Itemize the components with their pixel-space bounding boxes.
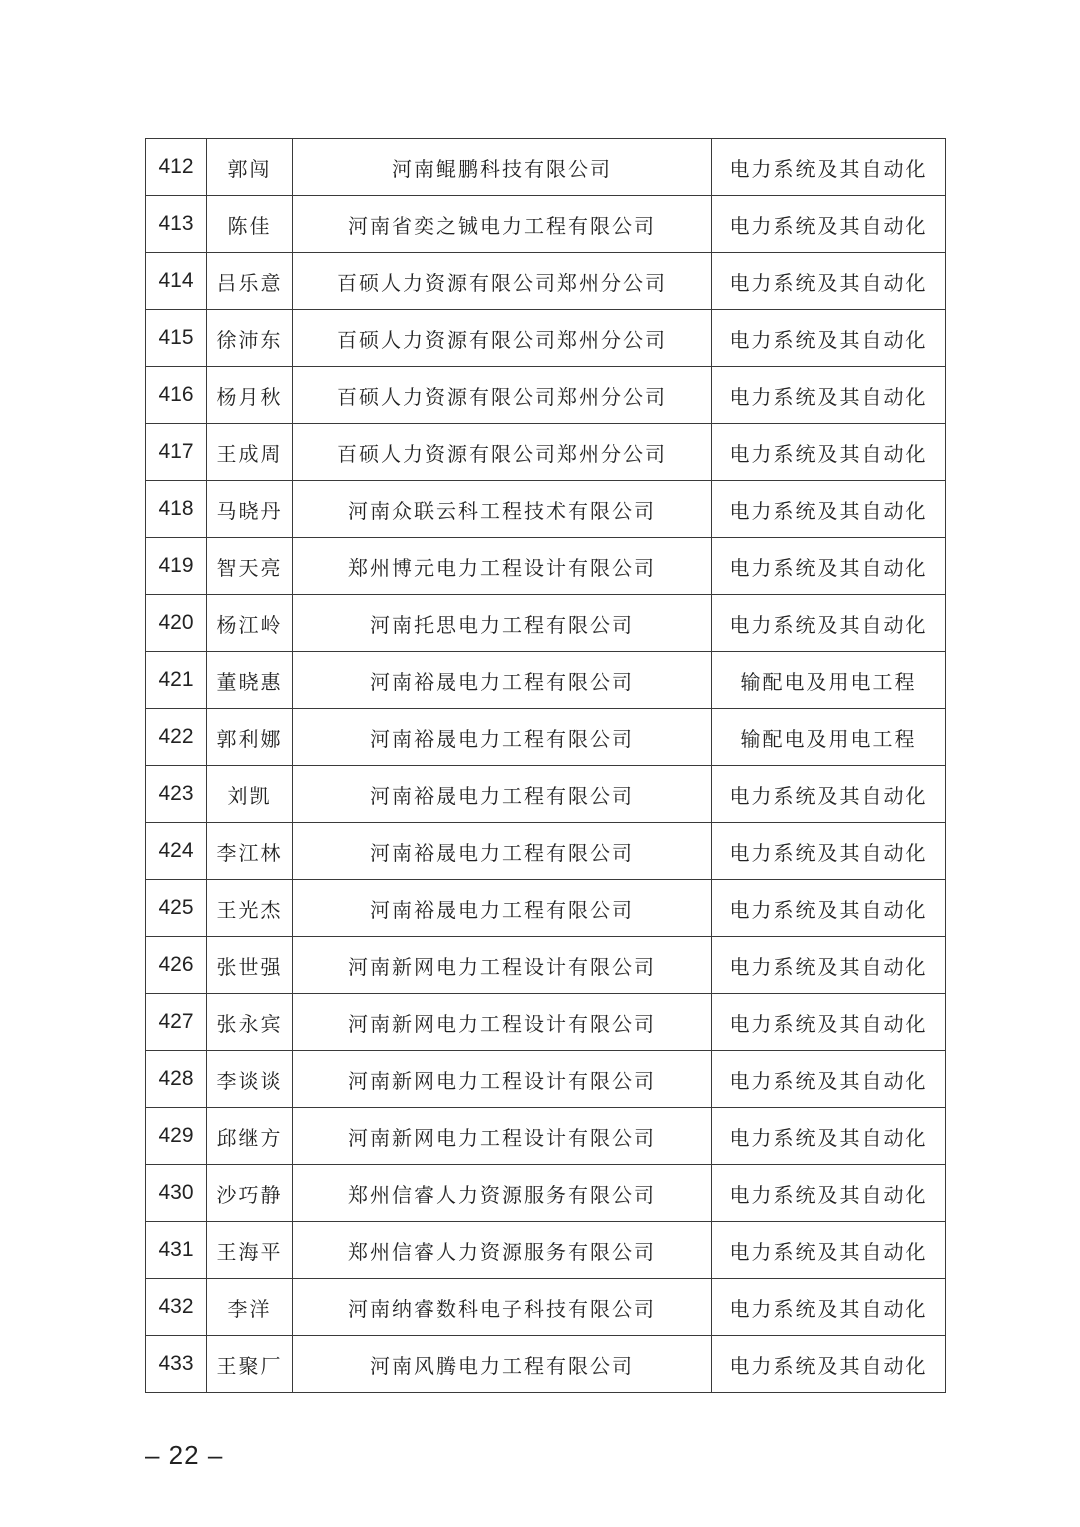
company-cell: 河南裕晟电力工程有限公司 <box>293 652 712 709</box>
table-row <box>146 424 946 481</box>
company-cell: 百硕人力资源有限公司郑州分公司 <box>293 367 712 424</box>
person-name-cell: 陈佳 <box>207 196 293 253</box>
row-number-cell: 432 <box>146 1279 207 1336</box>
company-cell: 河南新网电力工程设计有限公司 <box>293 1108 712 1165</box>
row-number-cell: 419 <box>146 538 207 595</box>
company-cell: 郑州博元电力工程设计有限公司 <box>293 538 712 595</box>
row-number-cell: 413 <box>146 196 207 253</box>
major-cell: 电力系统及其自动化 <box>712 994 946 1051</box>
person-name-cell: 张永宾 <box>207 994 293 1051</box>
major-cell: 电力系统及其自动化 <box>712 1222 946 1279</box>
table-row <box>146 367 946 424</box>
row-number-cell: 417 <box>146 424 207 481</box>
row-number-cell: 422 <box>146 709 207 766</box>
company-cell: 河南裕晟电力工程有限公司 <box>293 766 712 823</box>
major-cell: 电力系统及其自动化 <box>712 310 946 367</box>
row-number-cell: 429 <box>146 1108 207 1165</box>
table-row <box>146 823 946 880</box>
company-cell: 河南裕晟电力工程有限公司 <box>293 709 712 766</box>
company-cell: 河南新网电力工程设计有限公司 <box>293 937 712 994</box>
company-cell: 郑州信睿人力资源服务有限公司 <box>293 1222 712 1279</box>
person-name-cell: 吕乐意 <box>207 253 293 310</box>
roster-table-body <box>146 139 946 1393</box>
major-cell: 电力系统及其自动化 <box>712 538 946 595</box>
row-number-cell: 421 <box>146 652 207 709</box>
table-row <box>146 1222 946 1279</box>
row-number-cell: 430 <box>146 1165 207 1222</box>
person-name-cell: 王海平 <box>207 1222 293 1279</box>
table-row <box>146 595 946 652</box>
row-number-cell: 425 <box>146 880 207 937</box>
company-cell: 百硕人力资源有限公司郑州分公司 <box>293 310 712 367</box>
major-cell: 电力系统及其自动化 <box>712 595 946 652</box>
table-row <box>146 139 946 196</box>
company-cell: 河南托思电力工程有限公司 <box>293 595 712 652</box>
person-name-cell: 郭闯 <box>207 139 293 196</box>
table-row <box>146 1051 946 1108</box>
table-row <box>146 481 946 538</box>
table-row <box>146 766 946 823</box>
row-number-cell: 416 <box>146 367 207 424</box>
row-number-cell: 426 <box>146 937 207 994</box>
table-row <box>146 310 946 367</box>
major-cell: 电力系统及其自动化 <box>712 481 946 538</box>
company-cell: 百硕人力资源有限公司郑州分公司 <box>293 253 712 310</box>
major-cell: 电力系统及其自动化 <box>712 253 946 310</box>
person-name-cell: 张世强 <box>207 937 293 994</box>
person-name-cell: 郭利娜 <box>207 709 293 766</box>
row-number-cell: 414 <box>146 253 207 310</box>
person-name-cell: 刘凯 <box>207 766 293 823</box>
table-row <box>146 652 946 709</box>
company-cell: 河南纳睿数科电子科技有限公司 <box>293 1279 712 1336</box>
person-name-cell: 杨月秋 <box>207 367 293 424</box>
major-cell: 电力系统及其自动化 <box>712 1336 946 1393</box>
person-name-cell: 邱继方 <box>207 1108 293 1165</box>
person-name-cell: 智天亮 <box>207 538 293 595</box>
row-number-cell: 427 <box>146 994 207 1051</box>
row-number-cell: 433 <box>146 1336 207 1393</box>
person-name-cell: 徐沛东 <box>207 310 293 367</box>
company-cell: 河南新网电力工程设计有限公司 <box>293 994 712 1051</box>
person-name-cell: 沙巧静 <box>207 1165 293 1222</box>
row-number-cell: 415 <box>146 310 207 367</box>
row-number-cell: 412 <box>146 139 207 196</box>
row-number-cell: 424 <box>146 823 207 880</box>
row-number-cell: 423 <box>146 766 207 823</box>
major-cell: 电力系统及其自动化 <box>712 880 946 937</box>
table-row <box>146 937 946 994</box>
company-cell: 河南省奕之铖电力工程有限公司 <box>293 196 712 253</box>
row-number-cell: 431 <box>146 1222 207 1279</box>
person-name-cell: 王光杰 <box>207 880 293 937</box>
major-cell: 电力系统及其自动化 <box>712 1279 946 1336</box>
roster-table <box>145 138 946 1393</box>
company-cell: 河南裕晟电力工程有限公司 <box>293 823 712 880</box>
table-row <box>146 253 946 310</box>
company-cell: 郑州信睿人力资源服务有限公司 <box>293 1165 712 1222</box>
table-row <box>146 1336 946 1393</box>
major-cell: 电力系统及其自动化 <box>712 367 946 424</box>
person-name-cell: 王聚厂 <box>207 1336 293 1393</box>
major-cell: 电力系统及其自动化 <box>712 1108 946 1165</box>
table-row <box>146 1279 946 1336</box>
major-cell: 输配电及用电工程 <box>712 652 946 709</box>
table-row <box>146 538 946 595</box>
major-cell: 电力系统及其自动化 <box>712 937 946 994</box>
table-row <box>146 1165 946 1222</box>
table-row <box>146 1108 946 1165</box>
major-cell: 电力系统及其自动化 <box>712 1165 946 1222</box>
major-cell: 电力系统及其自动化 <box>712 139 946 196</box>
company-cell: 河南众联云科工程技术有限公司 <box>293 481 712 538</box>
person-name-cell: 杨江岭 <box>207 595 293 652</box>
person-name-cell: 马晓丹 <box>207 481 293 538</box>
company-cell: 河南裕晟电力工程有限公司 <box>293 880 712 937</box>
major-cell: 电力系统及其自动化 <box>712 424 946 481</box>
major-cell: 输配电及用电工程 <box>712 709 946 766</box>
person-name-cell: 李洋 <box>207 1279 293 1336</box>
company-cell: 河南鲲鹏科技有限公司 <box>293 139 712 196</box>
row-number-cell: 420 <box>146 595 207 652</box>
person-name-cell: 王成周 <box>207 424 293 481</box>
major-cell: 电力系统及其自动化 <box>712 766 946 823</box>
person-name-cell: 李江林 <box>207 823 293 880</box>
page-number: – 22 – <box>145 1440 224 1470</box>
table-row <box>146 994 946 1051</box>
company-cell: 河南风腾电力工程有限公司 <box>293 1336 712 1393</box>
row-number-cell: 418 <box>146 481 207 538</box>
major-cell: 电力系统及其自动化 <box>712 1051 946 1108</box>
table-row <box>146 709 946 766</box>
major-cell: 电力系统及其自动化 <box>712 823 946 880</box>
company-cell: 河南新网电力工程设计有限公司 <box>293 1051 712 1108</box>
row-number-cell: 428 <box>146 1051 207 1108</box>
person-name-cell: 董晓惠 <box>207 652 293 709</box>
table-row <box>146 880 946 937</box>
company-cell: 百硕人力资源有限公司郑州分公司 <box>293 424 712 481</box>
person-name-cell: 李谈谈 <box>207 1051 293 1108</box>
major-cell: 电力系统及其自动化 <box>712 196 946 253</box>
table-row <box>146 196 946 253</box>
